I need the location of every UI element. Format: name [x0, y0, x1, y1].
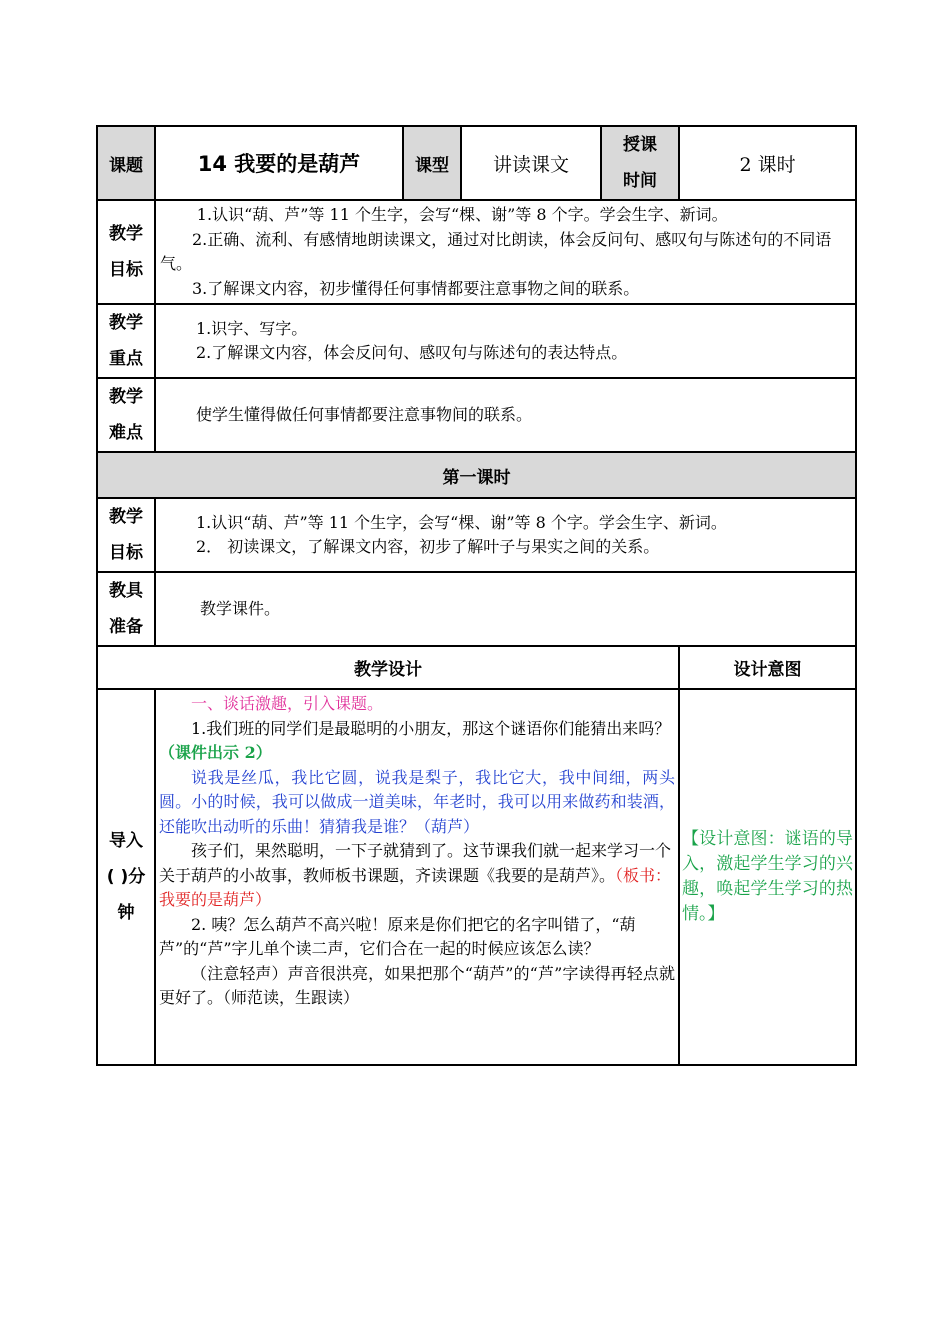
lesson-one-objectives-row: [97, 498, 856, 572]
difficulties-content: [155, 378, 856, 452]
objectives-row: [97, 200, 856, 304]
objectives-content: [155, 200, 856, 304]
intro-label-line3: 钟: [117, 903, 135, 923]
objectives-label-line1: 教学: [109, 224, 143, 244]
intro-label-line1: 导入: [109, 831, 143, 851]
objective-item: 2.正确、流利、有感情地朗读课文，通过对比朗读，体会反问句、感叹句与陈述句的不同语气。: [160, 229, 832, 273]
intro-label-line2: ( )分: [106, 867, 146, 887]
time-value: 2 课时: [679, 126, 856, 200]
lesson-one-objectives-label: [97, 498, 155, 572]
difficulties-label-line2: 难点: [109, 423, 143, 443]
lesson-one-objective-item: 2． 初读课文，了解课文内容，初步了解叶子与果实之间的关系。: [196, 537, 660, 556]
tools-text: 教学课件。: [200, 598, 281, 618]
tools-content: [155, 572, 856, 646]
intro-content: [155, 689, 679, 1065]
design-header-row: [97, 646, 856, 689]
intro-paragraph-4: （注意轻声）声音很洪亮，如果把那个“葫芦”的“芦”字读得再轻点就更好了。（师范读，生跟读）: [159, 963, 675, 1007]
tools-label-line1: 教具: [109, 581, 143, 601]
lesson-one-objectives-content: [155, 498, 856, 572]
intro-paragraph-3: 2. 咦？怎么葫芦不高兴啦！原来是你们把它的名字叫错了，“葫芦”的“芦”字儿单个读二声，它们合在一起的时候应该怎么读？: [159, 914, 636, 958]
lesson-one-objectives-label-line1: 教学: [109, 507, 143, 527]
objectives-label: [97, 200, 155, 304]
intro-paragraph-2: [159, 839, 675, 913]
lesson-plan-document: [96, 125, 855, 1066]
design-header-right: 设计意图: [679, 646, 856, 689]
board-writing: （板书：我要的是葫芦）: [159, 865, 672, 909]
lesson-plan-table: [96, 125, 857, 1066]
key-point-item: 1.识字、写字。: [196, 318, 308, 338]
key-points-label: [97, 304, 155, 378]
time-label-line2: 时间: [623, 171, 657, 191]
objective-item: 3.了解课文内容，初步懂得任何事情都要注意事物之间的联系。: [192, 278, 640, 298]
key-points-content: [155, 304, 856, 378]
courseware-tag: （课件出示 2）: [159, 743, 272, 762]
key-points-label-line2: 重点: [109, 349, 143, 369]
design-header-left: 教学设计: [97, 646, 679, 689]
objective-item: 1.认识“葫、芦”等 11 个生字，会写“棵、谢”等 8 个字。学会生字、新词。: [196, 205, 728, 224]
key-point-item: 2.了解课文内容，体会反问句、感叹句与陈述句的表达特点。: [196, 343, 628, 362]
intro-paragraph-1-text: 1.我们班的同学们是最聪明的小朋友，那这个谜语你们能猜出来吗？: [191, 718, 671, 738]
intro-label: [97, 689, 155, 1065]
topic-label: 课题: [97, 126, 155, 200]
tools-row: [97, 572, 856, 646]
difficulties-label: [97, 378, 155, 452]
design-intent: 【设计意图：谜语的导入，激起学生学习的兴趣，唤起学生学习的热情。】: [679, 689, 856, 1065]
tools-label: [97, 572, 155, 646]
tools-label-line2: 准备: [109, 617, 143, 637]
objectives-label-line2: 目标: [109, 260, 143, 280]
difficulties-text: 使学生懂得做任何事情都要注意事物间的联系。: [196, 404, 533, 424]
lesson-one-heading: 第一课时: [97, 452, 856, 498]
riddle-text: 说我是丝瓜，我比它圆，说我是梨子，我比它大，我中间细，两头圆。小的时候，我可以做成一道美味，年老时，我可以用来做药和装酒，还能吹出动听的乐曲！猜猜我是谁？（葫芦）: [159, 767, 675, 836]
time-label-line1: 授课: [623, 135, 657, 155]
lesson-one-row: [97, 452, 856, 498]
lesson-one-objectives-label-line2: 目标: [109, 543, 143, 563]
type-label: 课型: [403, 126, 461, 200]
key-points-label-line1: 教学: [109, 313, 143, 333]
intro-paragraph-2-text: 孩子们，果然聪明，一下子就猜到了。这节课我们就一起来学习一个关于葫芦的小故事，教师板书课题，齐读课题《我要的是葫芦》。: [159, 841, 672, 885]
intro-row: [97, 689, 856, 1065]
difficulties-label-line1: 教学: [109, 387, 143, 407]
intro-paragraph-1: [159, 717, 675, 766]
type-value: 讲读课文: [461, 126, 601, 200]
lesson-title: 14 我要的是葫芦: [155, 126, 403, 200]
intro-section-title: 一、谈话激趣，引入课题。: [191, 694, 384, 713]
header-row: [97, 126, 856, 200]
key-points-row: [97, 304, 856, 378]
lesson-one-objective-item: 1.认识“葫、芦”等 11 个生字，会写“棵、谢”等 8 个字。学会生字、新词。: [196, 512, 727, 532]
time-label: [601, 126, 679, 200]
difficulties-row: [97, 378, 856, 452]
